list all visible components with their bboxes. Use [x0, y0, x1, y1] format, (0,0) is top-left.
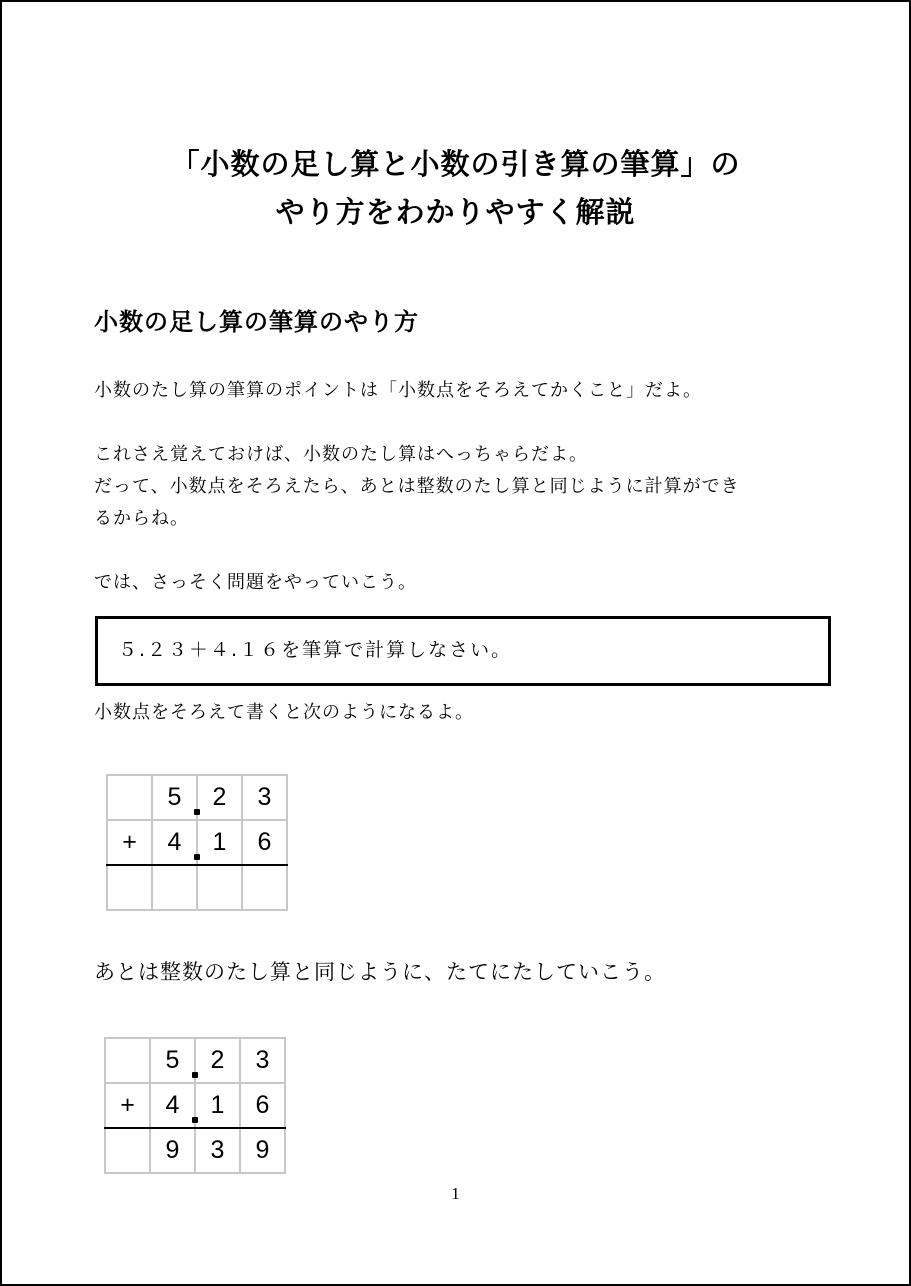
- grid-cell-answer: 9: [150, 1128, 195, 1173]
- grid-cell: [107, 865, 152, 910]
- title-line-2: やり方をわかりやすく解説: [275, 195, 636, 229]
- grid-cell: 6: [240, 1083, 285, 1128]
- grid-cell: [152, 775, 197, 820]
- paragraph-align: 小数点をそろえて書くと次のようになるよ。: [94, 702, 474, 723]
- page-number: 1: [451, 1184, 460, 1203]
- column-addition-grid-1: [106, 774, 288, 911]
- grid-cell: 2: [195, 1038, 240, 1083]
- paragraph-easy-line-3: るからね。: [94, 508, 189, 529]
- grid-cell: [197, 865, 242, 910]
- paragraph-lets-go: では、さっそく問題をやっていこう。: [94, 572, 417, 593]
- grid-cell: [107, 775, 152, 820]
- grid-cell-operator: +: [105, 1083, 150, 1128]
- paragraph-easy-line-1: これさえ覚えておけば、小数のたし算はへっちゃらだよ。: [94, 444, 588, 465]
- grid-cell: 6: [242, 820, 287, 865]
- grid-digit: 4: [167, 828, 182, 856]
- grid-cell: 1: [195, 1083, 240, 1128]
- grid-cell: 3: [240, 1038, 285, 1083]
- grid-cell-answer: 3: [195, 1128, 240, 1173]
- grid-cell: [242, 865, 287, 910]
- column-addition-grid-2: [104, 1037, 286, 1174]
- grid-cell: [105, 1128, 150, 1173]
- paragraph-easy-line-2: だって、小数点をそろえたら、あとは整数のたし算と同じように計算ができ: [94, 476, 740, 497]
- grid-digit: 4: [165, 1091, 180, 1119]
- title-line-1: 「小数の足し算と小数の引き算の筆算」の: [170, 147, 741, 181]
- grid-digit: 5: [167, 783, 182, 811]
- section-heading: 小数の足し算の筆算のやり方: [94, 308, 419, 336]
- problem-box: [95, 616, 831, 686]
- grid-cell: [150, 1083, 195, 1128]
- grid-cell-operator: +: [107, 820, 152, 865]
- grid-cell: [152, 820, 197, 865]
- problem-text: ５.２３＋４.１６を筆算で計算しなさい。: [118, 639, 513, 661]
- grid-cell: 2: [197, 775, 242, 820]
- paragraph-easy: [94, 439, 740, 535]
- paragraph-instruction: あとは整数のたし算と同じように、たてにたしていこう。: [94, 960, 666, 984]
- grid-cell: 3: [242, 775, 287, 820]
- grid-cell: [150, 1038, 195, 1083]
- grid-cell: 1: [197, 820, 242, 865]
- document-title: [2, 140, 909, 236]
- grid-cell: [152, 865, 197, 910]
- grid-digit: 5: [165, 1046, 180, 1074]
- paragraph-point: 小数のたし算の筆算のポイントは「小数点をそろえてかくこと」だよ。: [94, 380, 702, 401]
- grid-cell-answer: 9: [240, 1128, 285, 1173]
- grid-cell: [105, 1038, 150, 1083]
